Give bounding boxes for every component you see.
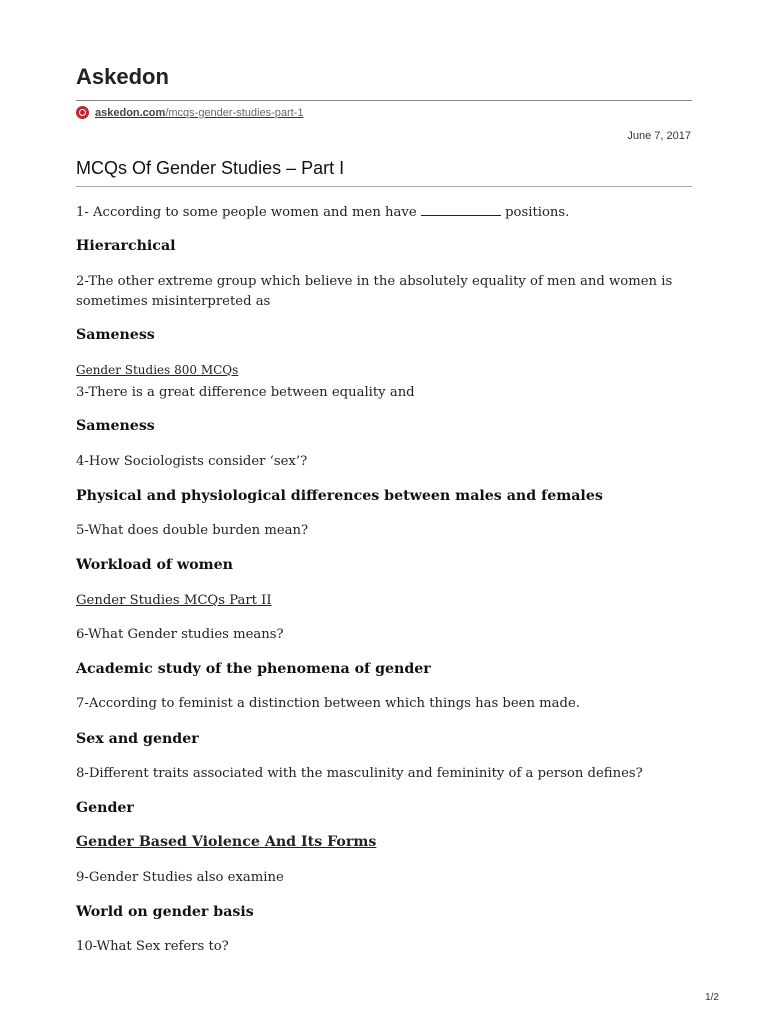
link-gender-studies-mcqs-part-2[interactable]: Gender Studies MCQs Part II — [76, 593, 272, 608]
answer-6: Academic study of the phenomena of gender — [76, 661, 431, 677]
header-divider — [76, 100, 692, 101]
question-5: 5-What does double burden mean? — [76, 523, 309, 538]
answer-7: Sex and gender — [76, 731, 199, 747]
title-divider — [76, 186, 692, 187]
source-link[interactable]: askedon.com/mcqs-gender-studies-part-1 — [95, 106, 304, 119]
question-1: 1- According to some people women and men have positions. — [76, 205, 570, 220]
post-title: MCQs Of Gender Studies – Part I — [76, 158, 345, 178]
question-6: 6-What Gender studies means? — [76, 627, 284, 642]
question-4: 4-How Sociologists consider ‘sex’? — [76, 454, 308, 469]
answer-5: Workload of women — [76, 557, 233, 573]
question-9: 9-Gender Studies also examine — [76, 870, 284, 885]
askedon-logo-icon — [76, 106, 89, 119]
question-3: 3-There is a great difference between equality and — [76, 385, 415, 400]
question-7: 7-According to feminist a distinction between which things has been made. — [76, 696, 580, 711]
question-10: 10-What Sex refers to? — [76, 939, 229, 954]
question-8: 8-Different traits associated with the masculinity and femininity of a person defines? — [76, 766, 643, 781]
question-2: 2-The other extreme group which believe in the absolutely equality of men and women is sometimes misinterpreted as — [76, 274, 673, 309]
answer-4: Physical and physiological differences between males and females — [76, 488, 603, 504]
answer-1: Hierarchical — [76, 238, 176, 254]
answer-blank — [421, 203, 501, 216]
answer-8: Gender — [76, 800, 134, 816]
answer-3: Sameness — [76, 418, 155, 434]
answer-2: Sameness — [76, 327, 155, 343]
post-date: June 7, 2017 — [627, 130, 691, 142]
page-indicator: 1/2 — [705, 992, 719, 1003]
answer-9: World on gender basis — [76, 904, 254, 920]
source-url — [76, 106, 303, 119]
link-gender-studies-800-mcqs[interactable]: Gender Studies 800 MCQs — [76, 363, 239, 377]
link-gender-based-violence[interactable]: Gender Based Violence And Its Forms — [76, 834, 377, 850]
site-title: Askedon — [76, 64, 169, 89]
